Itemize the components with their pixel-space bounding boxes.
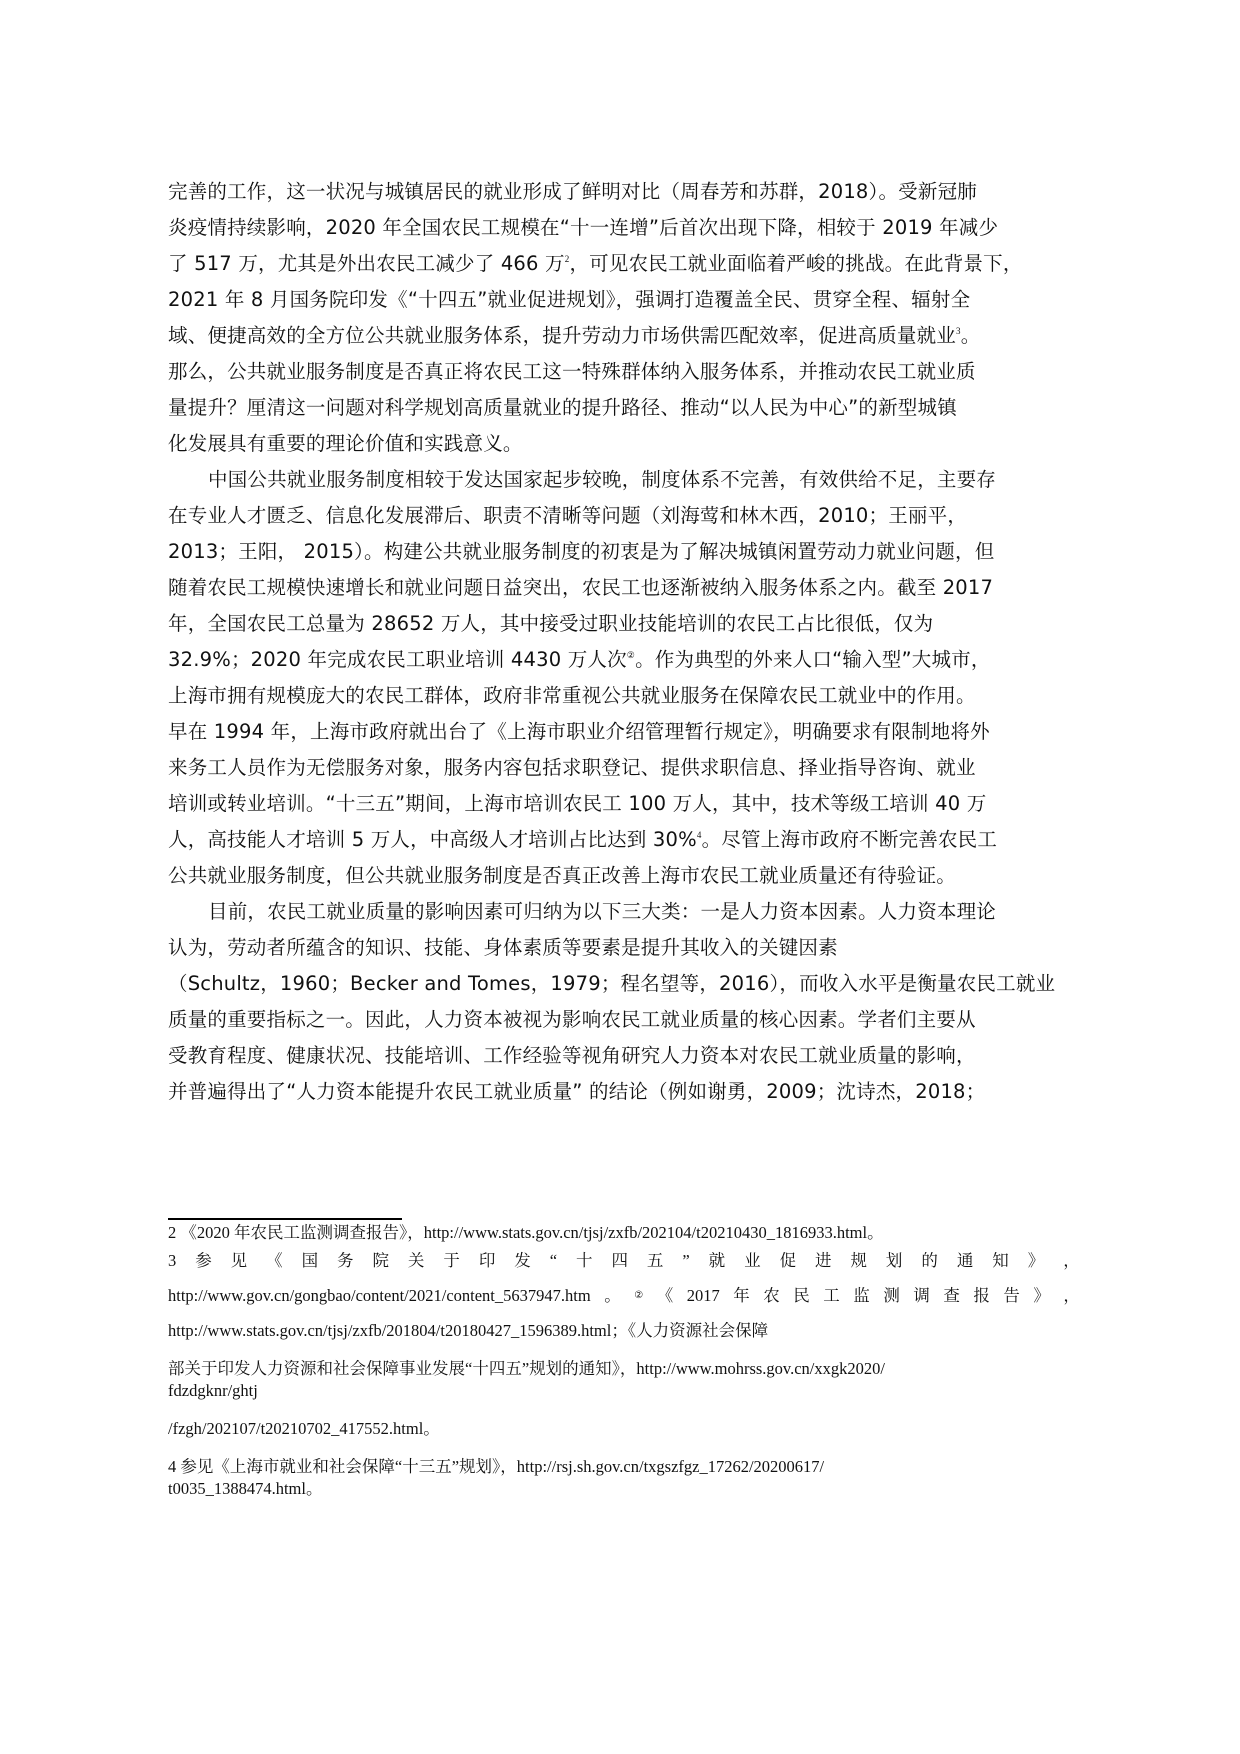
- paragraph-line: 量提升？厘清这一问题对科学规划高质量就业的提升路径、推动“以人民为中心”的新型城镇: [168, 396, 957, 419]
- footnote-3-line-6: /fzgh/202107/t20210702_417552.html。: [168, 1419, 440, 1438]
- footnote-separator: [168, 1218, 402, 1220]
- footnote-3-line-2: http://www.gov.cn/gongbao/content/2021/content_5637947.htm 。 ② 《 2017 年 农 民 工 监 测 调 查 报 告 》 ，: [168, 1286, 1080, 1305]
- paragraph-line: 目前，农民工就业质量的影响因素可归纳为以下三大类：一是人力资本因素。人力资本理论: [208, 900, 997, 923]
- paragraph-line: 了 517 万，尤其是外出农民工减少了 466 万$^2$，可见农民工就业面临着严峻的挑战。在此背景下，: [168, 252, 1023, 275]
- footnote-ref: 4: [696, 830, 702, 840]
- footnote-3-line-5: fdzdgknr/ghtj: [168, 1381, 258, 1400]
- paragraph-line: 上海市拥有规模庞大的农民工群体，政府非常重视公共就业服务在保障农民工就业中的作用。: [168, 684, 976, 707]
- paragraph-line: 2021 年 8 月国务院印发《“十四五”就业促进规划》，强调打造覆盖全民、贯穿全程、辐射全: [168, 288, 971, 311]
- paragraph-line: 早在 1994 年，上海市政府就出台了《上海市职业介绍管理暂行规定》，明确要求有限制地将外: [168, 720, 990, 743]
- paragraph-line: 受教育程度、健康状况、技能培训、工作经验等视角研究人力资本对农民工就业质量的影响，: [168, 1044, 976, 1067]
- paragraph-line: 域、便捷高效的全方位公共就业服务体系，提升劳动力市场供需匹配效率，促进高质量就业$^3$。: [168, 324, 981, 347]
- paragraph-line: 并普遍得出了“人力资本能提升农民工就业质量” 的结论（例如谢勇，2009；沈诗杰，2018；: [168, 1080, 986, 1103]
- footnote-4-line-1: 4 参见《上海市就业和社会保障“十三五”规划》，http://rsj.sh.gov.cn/txgszfgz_17262/20200617/: [168, 1457, 825, 1476]
- paragraph-line: 质量的重要指标之一。因此，人力资本被视为影响农民工就业质量的核心因素。学者们主要从: [168, 1008, 976, 1031]
- paragraph-line: 公共就业服务制度，但公共就业服务制度是否真正改善上海市农民工就业质量还有待验证。: [168, 864, 957, 887]
- paragraph-line: 炎疫情持续影响，2020 年全国农民工规模在“十一连增”后首次出现下降，相较于 2019 年减少: [168, 216, 999, 239]
- paragraph-line: 人，高技能人才培训 5 万人，中高级人才培训占比达到 30%$^4$。尽管上海市政府不断完善农民工: [168, 828, 998, 851]
- paragraph-line: 化发展具有重要的理论价值和实践意义。: [168, 432, 523, 455]
- paragraph-line: 来务工人员作为无偿服务对象，服务内容包括求职登记、提供求职信息、择业指导咨询、就业: [168, 756, 976, 779]
- paragraph-line: 年，全国农民工总量为 28652 万人，其中接受过职业技能培训的农民工占比很低，仅为: [168, 612, 934, 635]
- footnote-ref: 2: [564, 254, 570, 264]
- paragraph-line: 32.9%；2020 年完成农民工职业培训 4430 万人次②。作为典型的外来人口“输入型”大城市，: [168, 648, 991, 671]
- footnote-ref: 3: [956, 326, 961, 336]
- paragraph-line: 培训或转业培训。“十三五”期间，上海市培训农民工 100 万人，其中，技术等级工培训 40 万: [168, 792, 987, 815]
- paragraph-line: 2013；王阳， 2015）。构建公共就业服务制度的初衷是为了解决城镇闲置劳动力就业问题，但: [168, 540, 995, 563]
- paragraph-line: 中国公共就业服务制度相较于发达国家起步较晚，制度体系不完善，有效供给不足，主要存: [208, 468, 997, 491]
- paragraph-line: 认为，劳动者所蕴含的知识、技能、身体素质等要素是提升其收入的关键因素: [168, 936, 838, 959]
- paragraph-line: 那么，公共就业服务制度是否真正将农民工这一特殊群体纳入服务体系，并推动农民工就业质: [168, 360, 976, 383]
- footnote-4-line-2: t0035_1388474.html。: [168, 1479, 323, 1498]
- footnote-3-line-3: http://www.stats.gov.cn/tjsj/zxfb/201804/t20180427_1596389.html；《人力资源社会保障: [168, 1321, 769, 1340]
- paragraph-line: 在专业人才匮乏、信息化发展滞后、职责不清晰等问题（刘海莺和林木西，2010；王丽平，: [168, 504, 968, 527]
- footnote-3-line-1: 3 参 见 《 国 务 院 关 于 印 发 “ 十 四 五 ” 就 业 促 进 规 划 的 通 知 》 ，: [168, 1251, 1080, 1270]
- footnote-ref: ②: [626, 650, 636, 660]
- footnote-3-line-4: 部关于印发人力资源和社会保障事业发展“十四五”规划的通知》，http://www.mohrss.gov.cn/xxgk2020/: [168, 1359, 885, 1378]
- paragraph-line: （Schultz，1960；Becker and Tomes，1979；程名望等，2016），而收入水平是衡量农民工就业: [168, 972, 1056, 995]
- paragraph-line: 随着农民工规模快速增长和就业问题日益突出，农民工也逐渐被纳入服务体系之内。截至 2017: [168, 576, 994, 599]
- footnote-2: 2 《2020 年农民工监测调查报告》，http://www.stats.gov.cn/tjsj/zxfb/202104/t20210430_1816933.html。: [168, 1223, 884, 1242]
- paragraph-line: 完善的工作，这一状况与城镇居民的就业形成了鲜明对比（周春芳和苏群，2018）。受新冠肺: [168, 180, 977, 203]
